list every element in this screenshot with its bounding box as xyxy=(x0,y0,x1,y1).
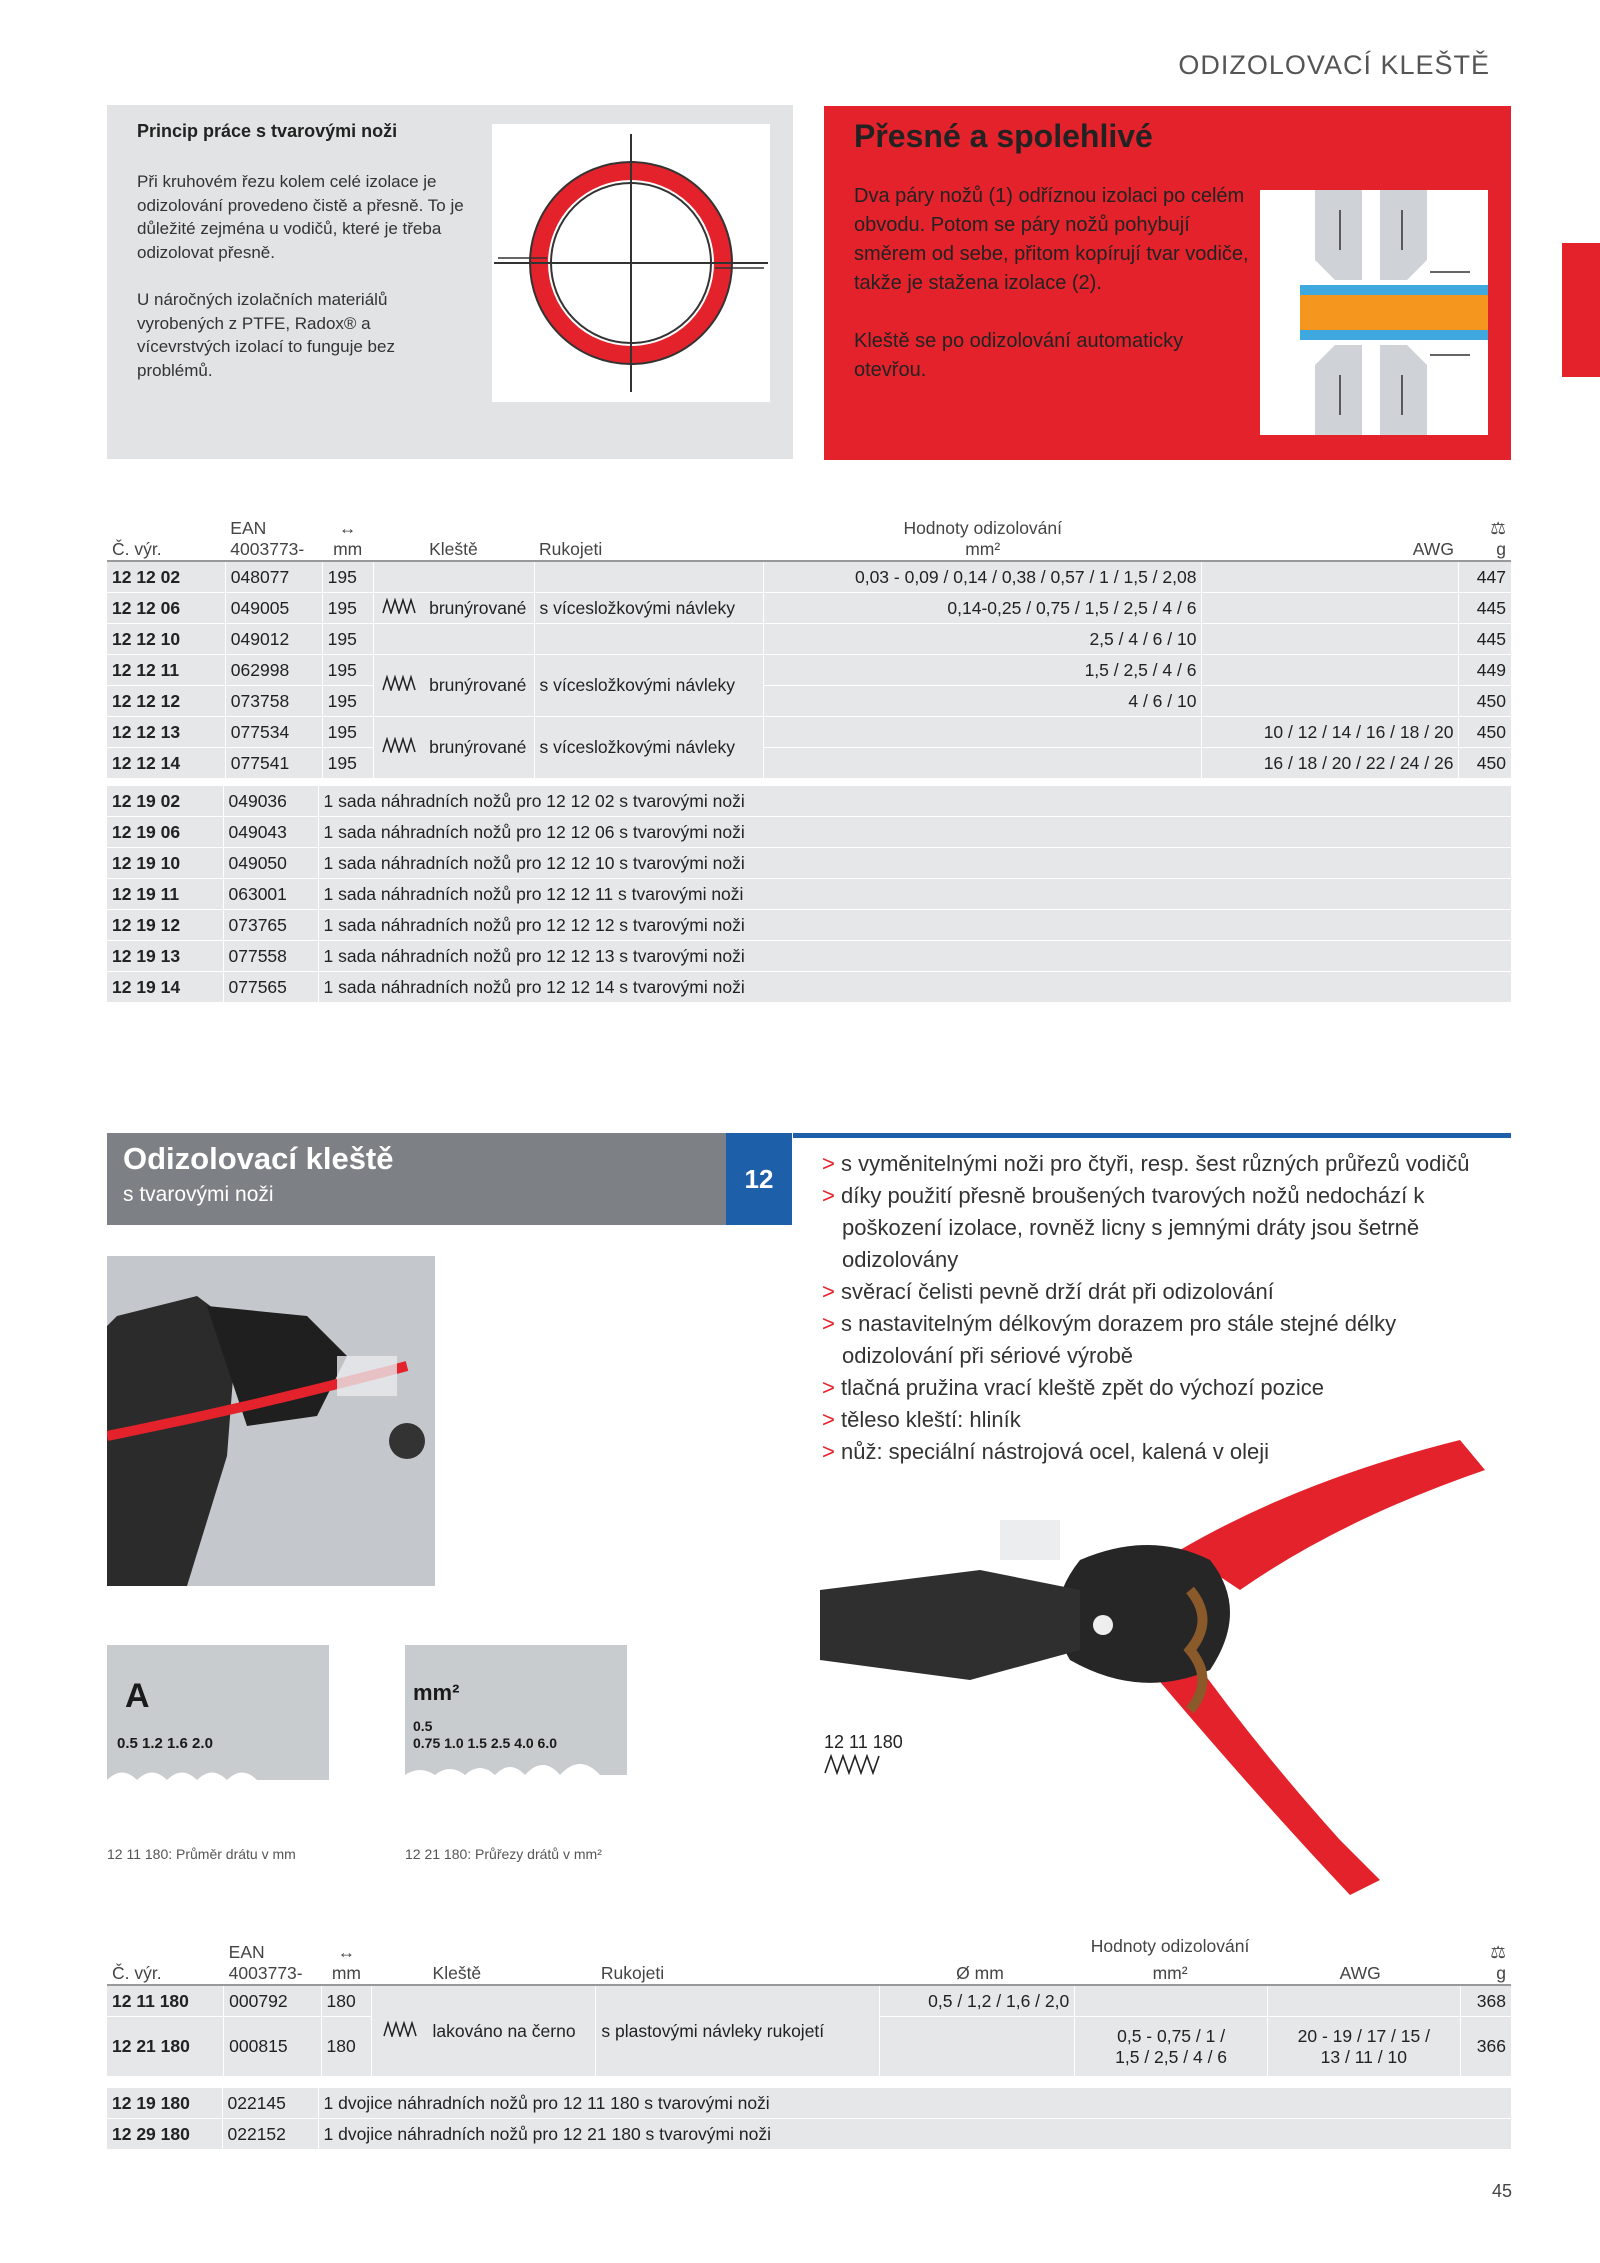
chapter-tab-marker xyxy=(1562,243,1600,377)
range-label: Hodnoty odizolování xyxy=(1090,1936,1250,1956)
principle-paragraph-2: U náročných izolačních materiálů vyrobených z PTFE, Radox® a vícevrstvých izolací to funguje bez problémů. xyxy=(137,290,395,380)
feature-item xyxy=(822,1148,1512,1180)
feature-text: těleso kleští: hliník xyxy=(840,1407,1021,1432)
principle-text xyxy=(137,170,467,406)
ean: 000815 xyxy=(224,2017,321,2077)
awg xyxy=(1202,624,1459,655)
range: 0,03 - 0,09 / 0,14 / 0,38 / 0,57 / 1 / 1,5 / 2,08 xyxy=(763,561,1201,593)
length: 195 xyxy=(322,717,373,748)
table-row xyxy=(107,879,1511,910)
ean: 048077 xyxy=(225,561,322,593)
stripper-table-1 xyxy=(107,498,1511,779)
table-row xyxy=(107,2088,1511,2119)
bullet-arrow-icon: > xyxy=(822,1151,835,1176)
diameter-scale-photo xyxy=(107,1645,329,1835)
finish-cell: lakováno na černo xyxy=(428,1985,596,2077)
handles-cell: s vícesložkovými návleky xyxy=(534,655,763,717)
col-header-mm xyxy=(322,498,373,561)
handles-cell xyxy=(534,624,763,655)
scale-letter: A xyxy=(125,1677,150,1715)
section-subtitle: s tvarovými noži xyxy=(123,1183,274,1206)
mm2-range xyxy=(1075,1985,1268,2017)
cross-section-scale-photo xyxy=(405,1645,627,1835)
length: 180 xyxy=(321,2017,372,2077)
weight: 449 xyxy=(1459,655,1511,686)
description: 1 sada náhradních nožů pro 12 12 12 s tvarovými noži xyxy=(318,910,1511,941)
precision-text xyxy=(854,182,1254,414)
mm2-range xyxy=(1075,2017,1268,2077)
length: 195 xyxy=(322,655,373,686)
feature-list xyxy=(822,1148,1512,1468)
ean: 049036 xyxy=(223,786,318,817)
col-header-awg: AWG xyxy=(1202,498,1459,561)
awg xyxy=(1202,561,1459,593)
awg-line: 20 - 19 / 17 / 15 / xyxy=(1297,2025,1430,2046)
section-rule xyxy=(793,1133,1511,1138)
weight: 366 xyxy=(1460,2017,1511,2077)
scale-caption-1: 12 11 180: Průměr drátu v mm xyxy=(107,1846,296,1862)
col-header-handles: Rukojeti xyxy=(534,498,763,561)
precision-title: Přesné a spolehlivé xyxy=(854,118,1153,154)
table-row xyxy=(107,748,1511,779)
ean: 049005 xyxy=(225,593,322,624)
col-header-item-no: Č. výr. xyxy=(107,1922,224,1985)
ean: 077534 xyxy=(225,717,322,748)
length-arrow-icon: ↔ xyxy=(338,518,357,538)
item-no: 12 12 02 xyxy=(107,561,225,593)
col-header-weight xyxy=(1459,498,1511,561)
handles-cell xyxy=(534,561,763,593)
ean: 077541 xyxy=(225,748,322,779)
feature-text: nůž: speciální nástrojová ocel, kalená v oleji xyxy=(840,1439,1270,1464)
ean: 049050 xyxy=(223,848,318,879)
table-row xyxy=(107,848,1511,879)
bullet-arrow-icon: > xyxy=(822,1183,835,1208)
feature-text: svěrací čelisti pevně drží drát při odizolování xyxy=(840,1279,1274,1304)
awg xyxy=(1202,593,1459,624)
table-row xyxy=(107,2119,1511,2150)
awg xyxy=(1202,686,1459,717)
ean-label: EAN xyxy=(228,1942,265,1962)
item-no: 12 12 10 xyxy=(107,624,225,655)
ean: 077565 xyxy=(223,972,318,1003)
ean: 022145 xyxy=(222,2088,318,2119)
table-row xyxy=(107,1985,1511,2017)
ean: 077558 xyxy=(223,941,318,972)
shaped-blade-icon xyxy=(373,593,424,624)
range: 1,5 / 2,5 / 4 / 6 xyxy=(763,655,1201,686)
range-label: Hodnoty odizolování xyxy=(903,518,1063,538)
product-code: 12 11 180 xyxy=(824,1732,903,1752)
ean: 000792 xyxy=(224,1985,321,2017)
awg xyxy=(1202,655,1459,686)
item-no: 12 12 13 xyxy=(107,717,225,748)
cut-ring-diagram xyxy=(492,124,770,402)
item-no: 12 12 06 xyxy=(107,593,225,624)
scale-unit: mm² xyxy=(413,1680,460,1705)
bullet-arrow-icon: > xyxy=(822,1439,835,1464)
length: 195 xyxy=(322,561,373,593)
mm2-label: mm² xyxy=(965,539,1001,559)
table-row xyxy=(107,817,1511,848)
table-row xyxy=(107,561,1511,593)
col-header-item-no: Č. výr. xyxy=(107,498,225,561)
table-row xyxy=(107,655,1511,686)
range: 2,5 / 4 / 6 / 10 xyxy=(763,624,1201,655)
weight: 368 xyxy=(1460,1985,1511,2017)
description: 1 sada náhradních nožů pro 12 12 13 s tvarovými noži xyxy=(318,941,1511,972)
awg-label: AWG xyxy=(1339,1963,1381,1983)
feature-text: s nastavitelným délkovým dorazem pro stále stejné délky odizolování při sériové výrobě xyxy=(840,1311,1397,1368)
col-header-ean xyxy=(225,498,322,561)
col-header-pattern xyxy=(372,1922,428,1985)
awg-line: 13 / 11 / 10 xyxy=(1320,2046,1407,2067)
feature-item xyxy=(822,1180,1512,1276)
item-no: 12 19 180 xyxy=(107,2088,222,2119)
feature-item xyxy=(822,1404,1512,1436)
diameter-label: Ø mm xyxy=(956,1963,1004,1983)
mm-label: mm xyxy=(331,1963,361,1983)
g-label: g xyxy=(1496,1963,1506,1983)
bullet-arrow-icon: > xyxy=(822,1407,835,1432)
item-no: 12 19 13 xyxy=(107,941,223,972)
ean: 049012 xyxy=(225,624,322,655)
stripper-closeup-photo xyxy=(107,1256,435,1586)
length: 195 xyxy=(322,686,373,717)
item-no: 12 19 06 xyxy=(107,817,223,848)
bullet-arrow-icon: > xyxy=(822,1311,835,1336)
handles-cell: s vícesložkovými návleky xyxy=(534,717,763,779)
ean-label: EAN xyxy=(230,518,267,538)
finish-cell: brunýrované xyxy=(424,593,534,624)
weight: 445 xyxy=(1459,593,1511,624)
product-code-label xyxy=(824,1732,903,1780)
feature-text: díky použití přesně broušených tvarových nožů nedochází k poškození izolace, rovněž licny s jemnými dráty jsou šetrně odizolovány xyxy=(840,1183,1425,1272)
item-no: 12 11 180 xyxy=(107,1985,224,2017)
diameter-range: 0,5 / 1,2 / 1,6 / 2,0 xyxy=(880,1985,1075,2017)
bullet-arrow-icon: > xyxy=(822,1375,835,1400)
range xyxy=(763,717,1201,748)
finish-cell: brunýrované xyxy=(424,655,534,717)
feature-item xyxy=(822,1276,1512,1308)
ean-prefix: 4003773- xyxy=(230,539,305,559)
weight: 450 xyxy=(1459,686,1511,717)
weight: 450 xyxy=(1459,717,1511,748)
awg xyxy=(1267,1985,1460,2017)
col-header-weight xyxy=(1460,1922,1511,1985)
mm2-line: 1,5 / 2,5 / 4 / 6 xyxy=(1115,2046,1228,2067)
page-number: 45 xyxy=(1491,2181,1512,2201)
col-header-ean xyxy=(224,1922,321,1985)
range: 4 / 6 / 10 xyxy=(763,686,1201,717)
principle-title: Princip práce s tvarovými noži xyxy=(137,121,398,141)
diameter-range xyxy=(880,2017,1075,2077)
item-no: 12 19 12 xyxy=(107,910,223,941)
scale-icon: ⚖ xyxy=(1490,518,1506,538)
item-no: 12 19 10 xyxy=(107,848,223,879)
spare-blades-table-2 xyxy=(107,2088,1511,2150)
ean: 073758 xyxy=(225,686,322,717)
weight: 445 xyxy=(1459,624,1511,655)
precision-paragraph-1: Dva páry nožů (1) odříznou izolaci po celém obvodu. Potom se páry nožů pohybují směrem od sebe, přitom kopírují tvar vodiče, takže je stažena izolace (2). xyxy=(854,185,1249,294)
ean: 063001 xyxy=(223,879,318,910)
item-no: 12 29 180 xyxy=(107,2119,222,2150)
awg: 16 / 18 / 20 / 22 / 24 / 26 xyxy=(1202,748,1459,779)
g-label: g xyxy=(1496,539,1506,559)
stripper-pliers-photo xyxy=(820,1440,1500,1900)
precision-paragraph-2: Kleště se po odizolování automaticky otevřou. xyxy=(854,330,1184,381)
awg xyxy=(1267,2017,1460,2077)
table-row xyxy=(107,593,1511,624)
col-header-pliers: Kleště xyxy=(428,1922,596,1985)
page-header-title: ODIZOLOVACÍ KLEŠTĚ xyxy=(1178,50,1490,80)
item-no: 12 21 180 xyxy=(107,2017,224,2077)
stripper-table-2 xyxy=(107,1922,1511,2077)
item-no: 12 19 11 xyxy=(107,879,223,910)
length-arrow-icon: ↔ xyxy=(337,1942,356,1962)
mm2-label: mm² xyxy=(1152,1963,1188,1983)
table-row xyxy=(107,786,1511,817)
col-header-range-group xyxy=(880,1922,1460,1985)
finish-cell xyxy=(424,624,534,655)
pattern-cell xyxy=(373,561,424,593)
col-header-mm xyxy=(321,1922,372,1985)
shaped-blade-icon xyxy=(373,655,424,717)
description: 1 sada náhradních nožů pro 12 12 11 s tvarovými noži xyxy=(318,879,1511,910)
item-no: 12 12 11 xyxy=(107,655,225,686)
ean: 049043 xyxy=(223,817,318,848)
description: 1 dvojice náhradních nožů pro 12 11 180 s tvarovými noži xyxy=(318,2088,1511,2119)
section-title: Odizolovací kleště xyxy=(123,1141,394,1176)
length: 195 xyxy=(322,748,373,779)
shaped-blade-icon xyxy=(373,717,424,779)
ean: 022152 xyxy=(222,2119,318,2150)
range: 0,14-0,25 / 0,75 / 1,5 / 2,5 / 4 / 6 xyxy=(763,593,1201,624)
section-number-badge: 12 xyxy=(726,1133,792,1225)
feature-text: s vyměnitelnými noži pro čtyři, resp. šest různých průřezů vodičů xyxy=(840,1151,1470,1176)
shaped-blade-icon xyxy=(372,1985,428,2077)
range-subheaders xyxy=(885,1963,1455,1984)
table-row xyxy=(107,686,1511,717)
feature-text: tlačná pružina vrací kleště zpět do výchozí pozice xyxy=(840,1375,1325,1400)
handles-cell: s plastovými návleky rukojetí xyxy=(596,1985,880,2077)
finish-cell xyxy=(424,561,534,593)
range xyxy=(763,748,1201,779)
table-row xyxy=(107,624,1511,655)
table-row xyxy=(107,717,1511,748)
mm2-line: 0,5 - 0,75 / 1 / xyxy=(1117,2025,1226,2046)
finish-cell: brunýrované xyxy=(424,717,534,779)
ean: 062998 xyxy=(225,655,322,686)
col-header-pattern xyxy=(373,498,424,561)
description: 1 sada náhradních nožů pro 12 12 14 s tvarovými noži xyxy=(318,972,1511,1003)
bullet-arrow-icon: > xyxy=(822,1279,835,1304)
shaped-blade-icon xyxy=(824,1753,880,1775)
weight: 450 xyxy=(1459,748,1511,779)
item-no: 12 12 14 xyxy=(107,748,225,779)
col-header-handles: Rukojeti xyxy=(596,1922,880,1985)
scale-values-top: 0.5 xyxy=(413,1718,433,1734)
col-header-range xyxy=(763,498,1201,561)
description: 1 sada náhradních nožů pro 12 12 10 s tvarovými noži xyxy=(318,848,1511,879)
ean-prefix: 4003773- xyxy=(228,1963,303,1983)
principle-paragraph-1: Při kruhovém řezu kolem celé izolace je odizolování provedeno čistě a přesně. To je důležité zejména u vodičů, které je třeba odizolovat přesně. xyxy=(137,172,464,262)
col-header-pliers: Kleště xyxy=(424,498,534,561)
length: 180 xyxy=(321,1985,372,2017)
item-no: 12 12 12 xyxy=(107,686,225,717)
table-row xyxy=(107,972,1511,1003)
ean: 073765 xyxy=(223,910,318,941)
item-no: 12 19 14 xyxy=(107,972,223,1003)
spare-blades-table-1 xyxy=(107,786,1511,1003)
description: 1 sada náhradních nožů pro 12 12 02 s tvarovými noži xyxy=(318,786,1511,817)
weight: 447 xyxy=(1459,561,1511,593)
length: 195 xyxy=(322,593,373,624)
awg: 10 / 12 / 14 / 16 / 18 / 20 xyxy=(1202,717,1459,748)
blade-action-diagram xyxy=(1260,190,1488,435)
feature-item xyxy=(822,1372,1512,1404)
scale-values: 0.75 1.0 1.5 2.5 4.0 6.0 xyxy=(413,1735,558,1751)
feature-item xyxy=(822,1308,1512,1372)
mm-label: mm xyxy=(333,539,363,559)
pattern-cell xyxy=(373,624,424,655)
table-row xyxy=(107,941,1511,972)
item-no: 12 19 02 xyxy=(107,786,223,817)
description: 1 sada náhradních nožů pro 12 12 06 s tvarovými noži xyxy=(318,817,1511,848)
description: 1 dvojice náhradních nožů pro 12 21 180 s tvarovými noži xyxy=(318,2119,1511,2150)
length: 195 xyxy=(322,624,373,655)
scale-icon: ⚖ xyxy=(1490,1942,1506,1962)
scale-caption-2: 12 21 180: Průřezy drátů v mm² xyxy=(405,1846,602,1862)
table-row xyxy=(107,910,1511,941)
handles-cell: s vícesložkovými návleky xyxy=(534,593,763,624)
scale-values: 0.5 1.2 1.6 2.0 xyxy=(117,1735,213,1752)
